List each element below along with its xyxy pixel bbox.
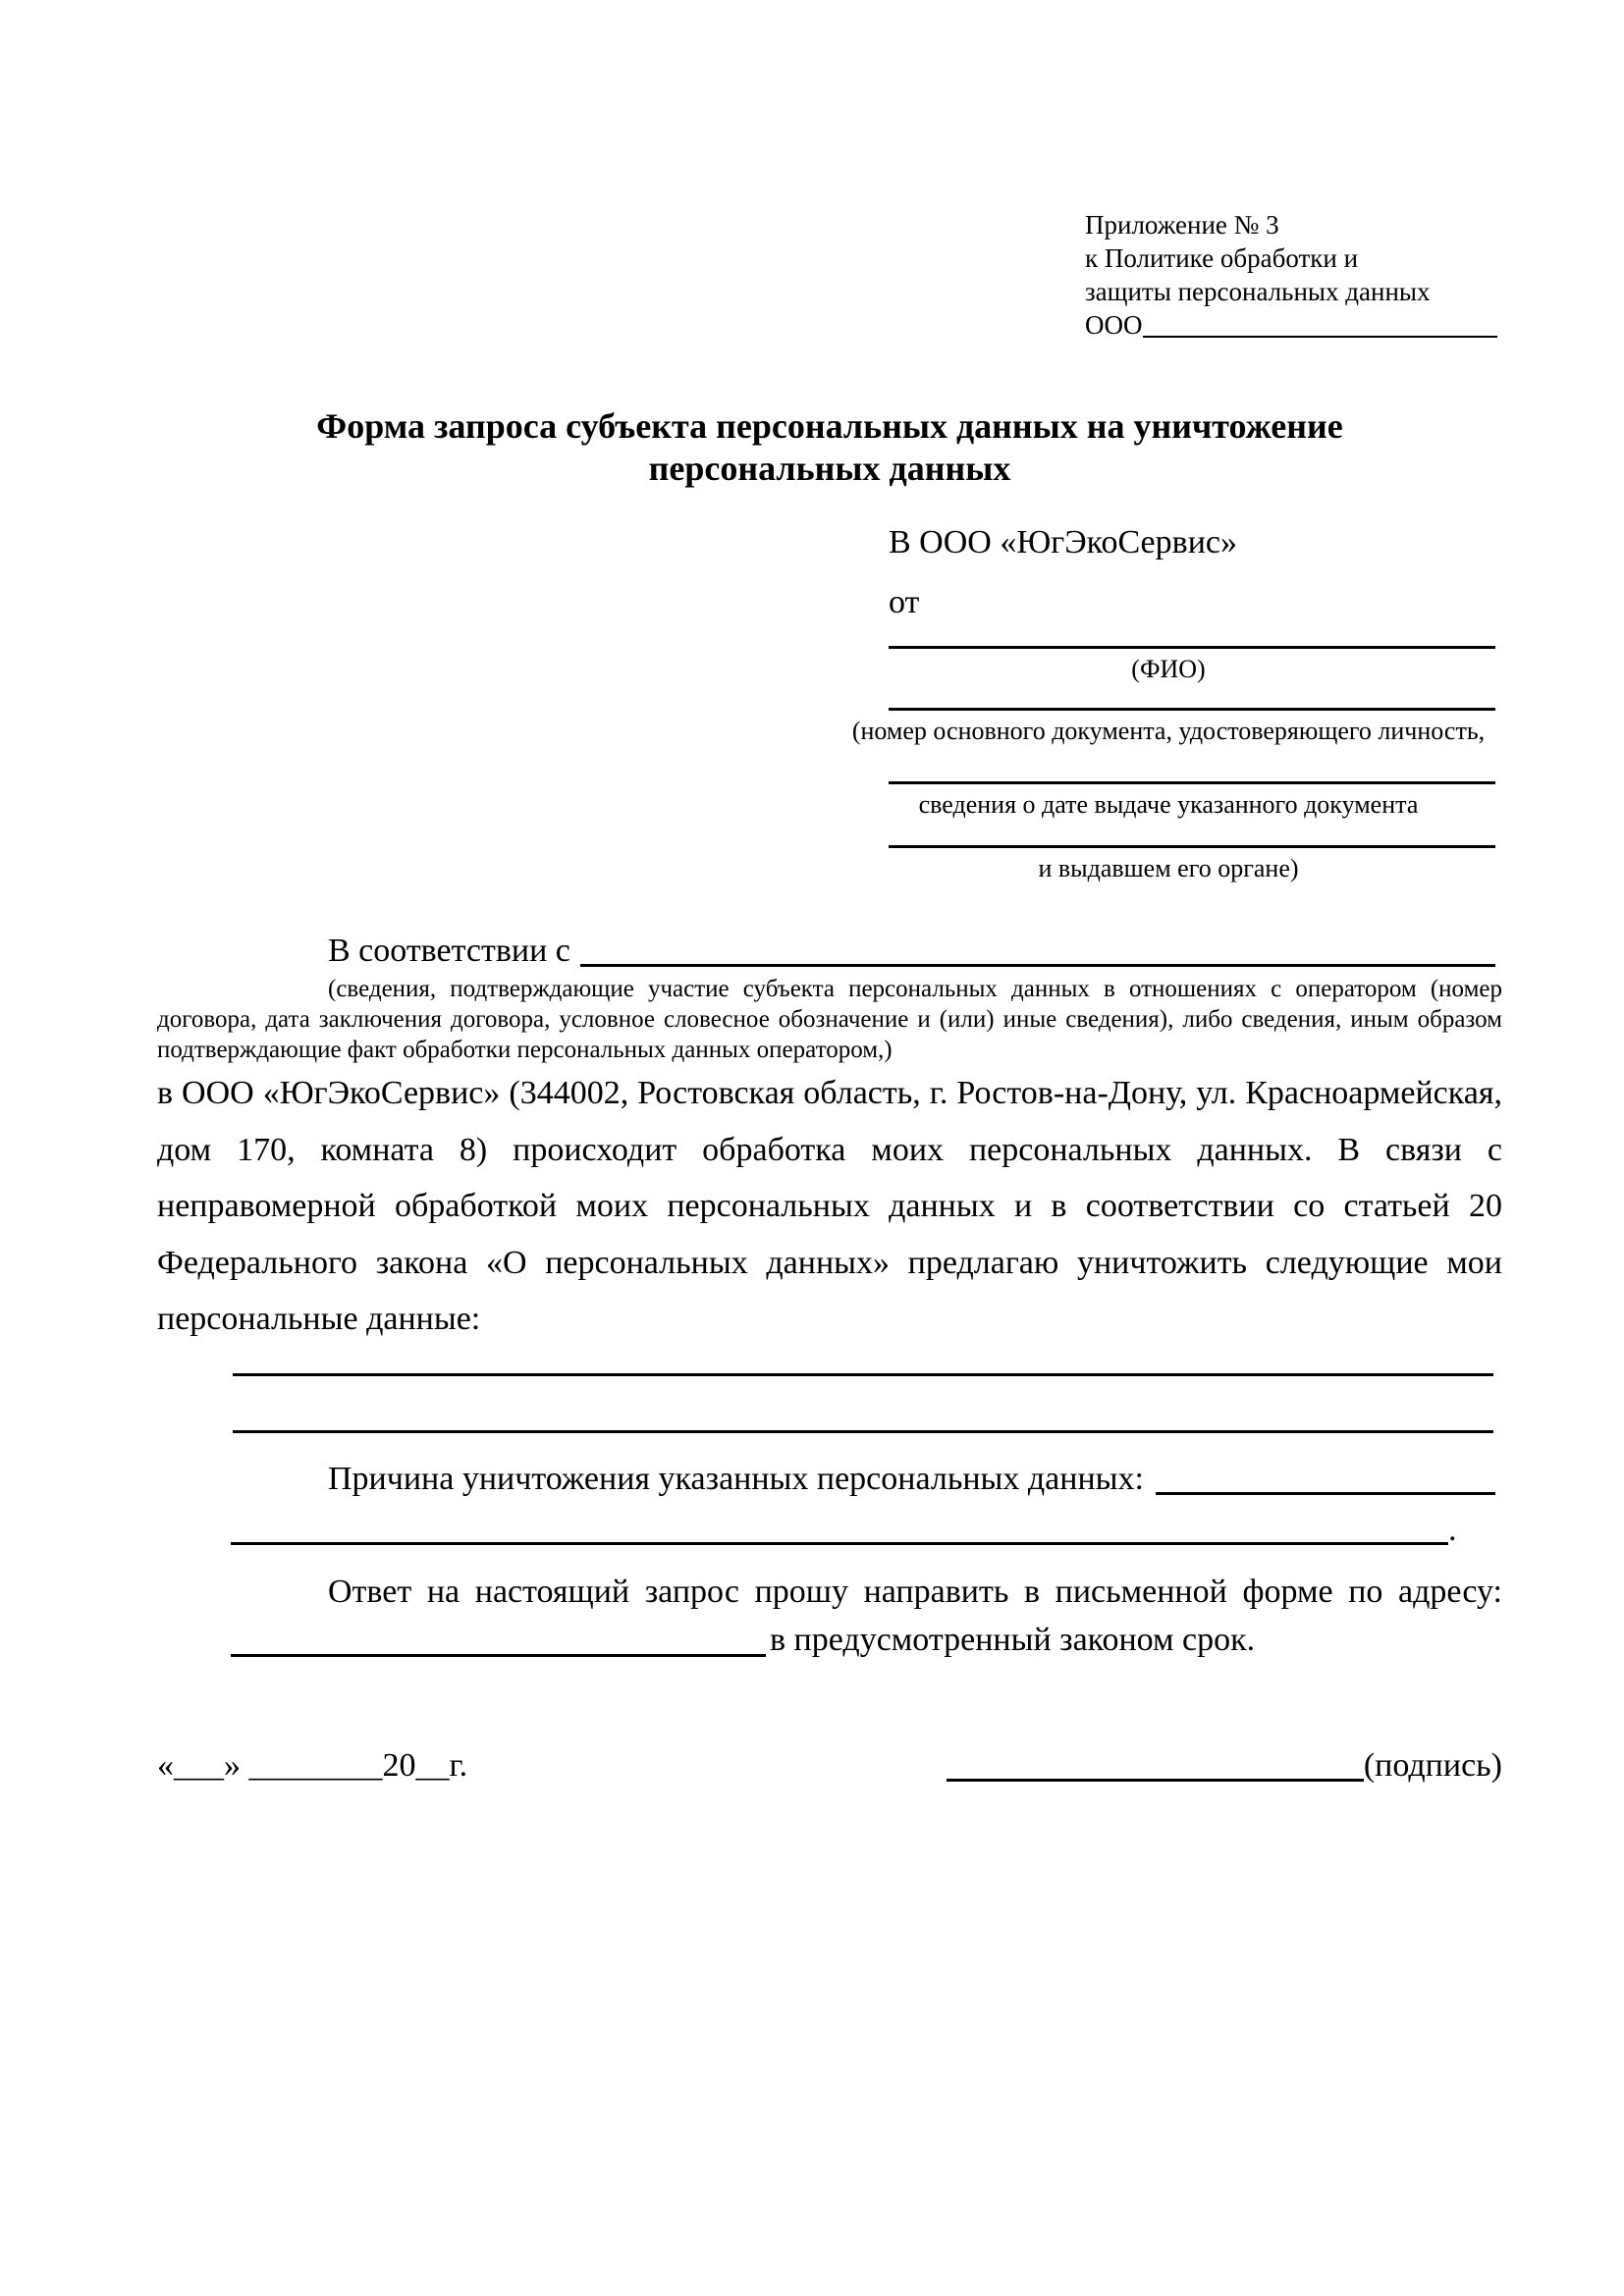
appendix-line-3: защиты персональных данных bbox=[1085, 277, 1431, 306]
body-paragraph: в ООО «ЮгЭкоСервис» (344002, Ростовская область, г. Ростов-на-Дону, ул. Красноармейская, дом 170, комната 8) происходит обработка моих персональных данных. В связи с неправомерной обработкой моих персональных данных и в соответствии со статьей 20 Федерального закона «О персональных данных» предлагаю уничтожить следующие мои персональные данные: bbox=[157, 1075, 1502, 1337]
personal-data-blank-line-1 bbox=[233, 1373, 1493, 1376]
document-number-caption: (номер основного документа, удостоверяющего личность, bbox=[851, 717, 1486, 745]
reason-period: . bbox=[1448, 1512, 1457, 1548]
accordance-row bbox=[157, 933, 1495, 970]
reason-blank-line bbox=[1156, 1492, 1495, 1495]
appendix-line-1: Приложение № 3 bbox=[1085, 210, 1279, 240]
page-title-line-2: персональных данных bbox=[648, 449, 1011, 488]
appendix-ooo-label: ООО bbox=[1085, 310, 1143, 340]
fio-blank-line bbox=[889, 646, 1495, 649]
appendix-block bbox=[1085, 208, 1497, 342]
addressee-to: В ООО «ЮгЭкоСервис» bbox=[889, 524, 1237, 561]
signature-caption: (подпись) bbox=[1363, 1747, 1502, 1784]
accordance-blank-line bbox=[580, 964, 1495, 967]
accordance-note: (сведения, подтверждающие участие субъекта персональных данных в отношениях с оператором (номер договора, дата заключения договора, условное словесное обозначение и (или) иные сведения), либо сведения, иным образом подтверждающие факт обработки персональных данных оператором,) bbox=[157, 976, 1502, 1063]
reason-blank-line-2 bbox=[231, 1508, 1448, 1545]
addressee-from-label: от bbox=[889, 584, 920, 620]
issue-date-caption: сведения о дате выдаче указанного документа bbox=[918, 790, 1419, 819]
reason-label: Причина уничтожения указанных персональных данных: bbox=[328, 1461, 1144, 1497]
issuer-blank-line bbox=[889, 845, 1495, 848]
signature-group bbox=[947, 1747, 1502, 1785]
fio-caption: (ФИО) bbox=[1131, 655, 1206, 683]
page-title bbox=[157, 405, 1502, 490]
reason-row bbox=[157, 1461, 1495, 1498]
page-title-line-1: Форма запроса субъекта персональных данных на уничтожение bbox=[316, 406, 1343, 446]
issuer-caption: и выдавшем его органе) bbox=[1038, 854, 1299, 882]
address-blank-line bbox=[231, 1620, 766, 1657]
issue-date-blank-line bbox=[889, 781, 1495, 784]
reply-continuation-row bbox=[231, 1622, 1409, 1659]
date-line: «___» ________20__г. bbox=[157, 1747, 468, 1784]
reply-sentence: Ответ на настоящий запрос прошу направить в письменной форме по адресу: bbox=[328, 1574, 1502, 1610]
date-signature-row bbox=[157, 1747, 1502, 1785]
appendix-ooo-blank-line bbox=[1143, 336, 1498, 338]
appendix-ooo-row bbox=[1085, 308, 1497, 342]
reason-continuation-row bbox=[231, 1508, 1468, 1548]
reply-tail: в предусмотренный законом срок. bbox=[770, 1622, 1256, 1658]
signature-blank-line bbox=[947, 1748, 1364, 1782]
accordance-lead: В соответствии с bbox=[328, 933, 570, 969]
document-number-blank-line bbox=[889, 708, 1495, 711]
personal-data-blank-line-2 bbox=[233, 1430, 1493, 1433]
appendix-line-2: к Политике обработки и bbox=[1085, 243, 1359, 273]
